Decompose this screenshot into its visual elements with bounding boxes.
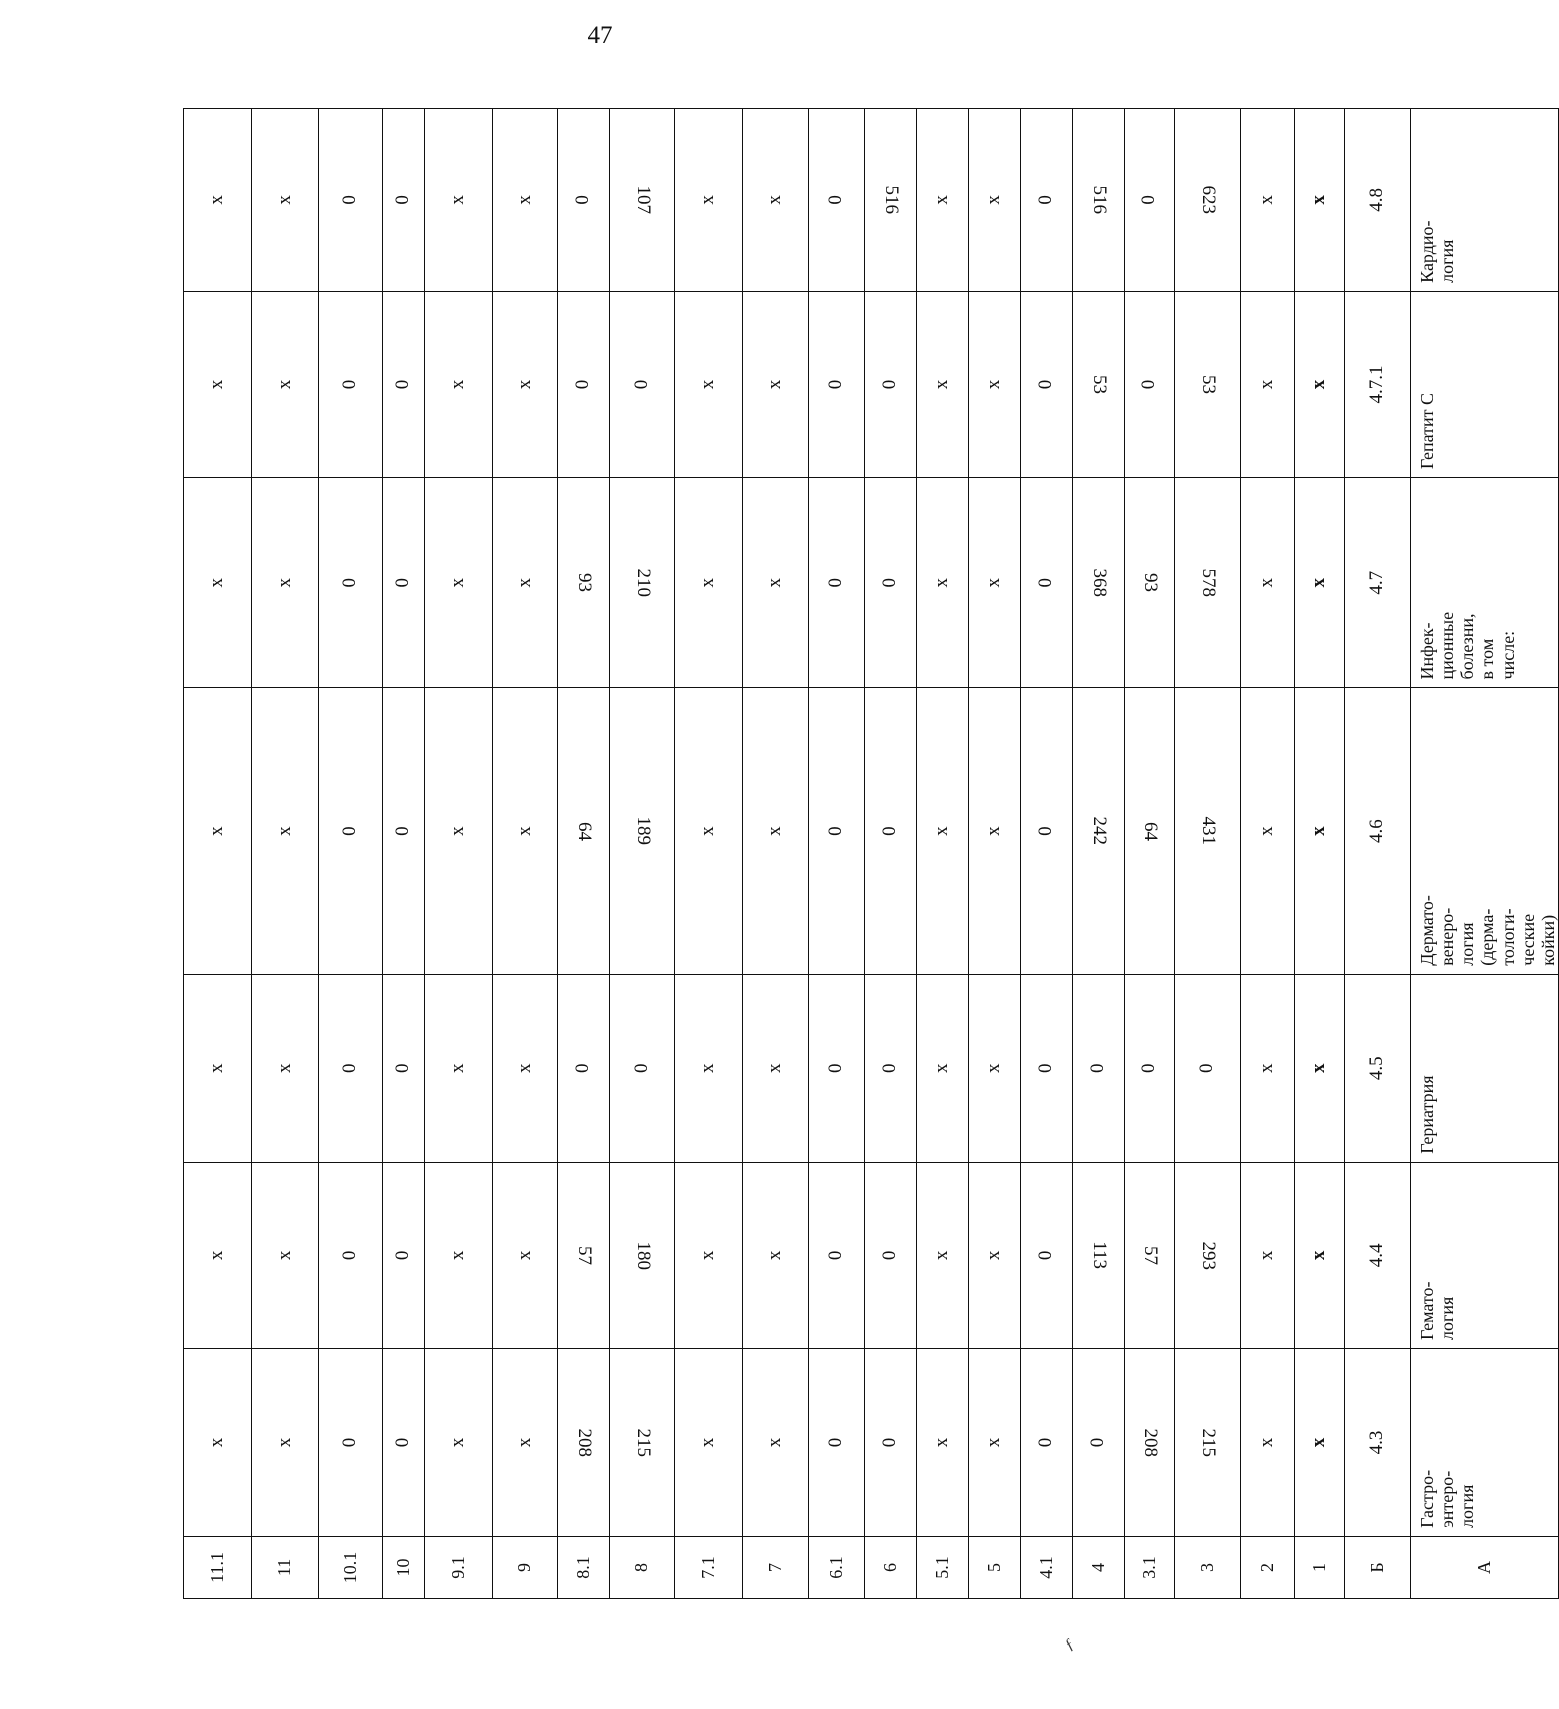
row-name (1411, 478, 1559, 688)
row-code: 4.7 (1345, 478, 1411, 688)
data-cell: х (969, 1348, 1021, 1536)
data-cell (1125, 1162, 1175, 1348)
data-cell: 0 (1021, 291, 1073, 477)
row-name-line: энтеро- (1437, 1470, 1458, 1528)
flipped-value: 210 (632, 568, 654, 598)
data-cell: х (1241, 974, 1295, 1162)
table-row (969, 109, 1021, 1599)
data-cell: 0 (865, 1162, 917, 1348)
data-cell: х (493, 109, 558, 292)
row-name-line: Дермато- (1417, 895, 1437, 966)
data-cell: х (493, 1162, 558, 1348)
table-frame (183, 108, 1558, 1599)
row-code: 4.8 (1345, 109, 1411, 292)
data-cell: х (1295, 291, 1345, 477)
row-name (1411, 1162, 1559, 1348)
flipped-value: 516 (1088, 185, 1110, 215)
data-cell (610, 109, 675, 292)
column-header: 3 (1175, 1536, 1241, 1598)
data-cell (1073, 688, 1125, 974)
flipped-value: 293 (1197, 1241, 1219, 1270)
data-cell: х (969, 109, 1021, 292)
data-cell: х (743, 1162, 809, 1348)
corner-mark: ƒ (1061, 1635, 1078, 1654)
data-cell: х (252, 688, 319, 974)
flipped-value: 578 (1197, 568, 1219, 598)
table-row (917, 109, 969, 1599)
data-cell: х (675, 1162, 743, 1348)
data-cell (610, 688, 675, 974)
data-cell: х (252, 109, 319, 292)
data-cell: 0 (809, 688, 865, 974)
data-cell: х (184, 1348, 252, 1536)
data-cell: х (252, 291, 319, 477)
data-cell: х (425, 478, 493, 688)
row-name-line: логия (1457, 922, 1478, 966)
flipped-value: 208 (1139, 1428, 1161, 1457)
table-row (1345, 109, 1411, 1599)
data-cell: 0 (1021, 974, 1073, 1162)
row-name-line: Инфек- (1417, 622, 1437, 680)
data-cell: 0 (383, 688, 425, 974)
row-name (1411, 109, 1559, 292)
data-cell: 0 (383, 109, 425, 292)
data-cell: 0 (1021, 109, 1073, 292)
data-cell (610, 1162, 675, 1348)
data-cell: 0 (1125, 109, 1175, 292)
column-header: 7.1 (675, 1536, 743, 1598)
data-cell: х (184, 688, 252, 974)
row-name (1411, 291, 1559, 477)
data-cell: х (1295, 478, 1345, 688)
data-cell: х (917, 688, 969, 974)
row-name-line: логия (1437, 1296, 1458, 1340)
row-name-line: Гепатит С (1417, 393, 1437, 470)
data-cell: х (675, 478, 743, 688)
flipped-value: 57 (573, 1245, 595, 1265)
data-cell: х (675, 109, 743, 292)
data-cell (558, 1348, 610, 1536)
data-cell: х (252, 1348, 319, 1536)
table-row (1295, 109, 1345, 1599)
data-cell: 0 (809, 109, 865, 292)
row-name (1411, 974, 1559, 1162)
flipped-value: 93 (1139, 573, 1161, 593)
flipped-value: 53 (1197, 374, 1219, 394)
data-cell: 0 (809, 974, 865, 1162)
data-cell: 0 (610, 291, 675, 477)
column-header: 3.1 (1125, 1536, 1175, 1598)
row-name-line: Кардио- (1417, 220, 1437, 283)
flipped-value: 180 (632, 1241, 654, 1270)
data-cell: х (1295, 688, 1345, 974)
column-header: 4.1 (1021, 1536, 1073, 1598)
table-row (184, 109, 252, 1599)
data-cell: х (743, 291, 809, 477)
column-header: 7 (743, 1536, 809, 1598)
row-name-line: логия (1457, 1484, 1478, 1528)
data-cell: 0 (383, 1162, 425, 1348)
data-cell: х (184, 974, 252, 1162)
data-cell: х (969, 291, 1021, 477)
data-cell (1125, 688, 1175, 974)
row-name-line: Гемато- (1417, 1281, 1437, 1340)
flipped-value: 93 (573, 573, 595, 593)
row-name-line: (дерма- (1477, 908, 1498, 966)
row-name-line: Гериатрия (1417, 1075, 1437, 1154)
data-cell: х (1241, 109, 1295, 292)
data-cell: х (493, 688, 558, 974)
data-cell: 0 (558, 974, 610, 1162)
data-cell: х (252, 478, 319, 688)
column-header: 9.1 (425, 1536, 493, 1598)
flipped-value: 113 (1088, 1241, 1110, 1270)
data-cell: 0 (610, 974, 675, 1162)
row-name (1411, 1348, 1559, 1536)
column-header: 8.1 (558, 1536, 610, 1598)
row-name-line: болезни, (1457, 613, 1478, 680)
data-cell (1175, 109, 1241, 292)
data-cell: х (1241, 1162, 1295, 1348)
data-cell: х (1295, 109, 1345, 292)
data-cell: 0 (865, 291, 917, 477)
table-row (675, 109, 743, 1599)
data-cell: 0 (1175, 974, 1241, 1162)
data-cell: х (917, 291, 969, 477)
data-cell: 0 (1021, 478, 1073, 688)
data-cell: х (675, 1348, 743, 1536)
row-code: 4.4 (1345, 1162, 1411, 1348)
data-cell: 0 (383, 478, 425, 688)
column-header: Б (1345, 1536, 1411, 1598)
data-cell: 0 (319, 1162, 383, 1348)
data-cell: 0 (319, 109, 383, 292)
data-cell: х (184, 109, 252, 292)
data-cell: х (425, 974, 493, 1162)
data-cell (610, 1348, 675, 1536)
data-cell: х (969, 688, 1021, 974)
flipped-value: 368 (1088, 568, 1110, 598)
data-cell (1073, 478, 1125, 688)
data-cell: х (1295, 1162, 1345, 1348)
data-cell: 0 (383, 1348, 425, 1536)
data-cell (1175, 688, 1241, 974)
data-cell: х (917, 1162, 969, 1348)
data-cell: х (1241, 478, 1295, 688)
data-cell: х (969, 1162, 1021, 1348)
data-cell: х (425, 291, 493, 477)
data-cell: 0 (809, 1348, 865, 1536)
data-cell: 0 (558, 291, 610, 477)
page-number: 47 (587, 22, 613, 49)
data-cell: 0 (1021, 688, 1073, 974)
data-cell: х (675, 974, 743, 1162)
table-row (383, 109, 425, 1599)
table-row (493, 109, 558, 1599)
flipped-value: 215 (1197, 1428, 1219, 1457)
table-row (1125, 109, 1175, 1599)
data-cell: х (425, 1348, 493, 1536)
data-cell: х (1241, 291, 1295, 477)
data-cell: 0 (865, 688, 917, 974)
data-cell: 0 (319, 478, 383, 688)
data-cell: х (1295, 1348, 1345, 1536)
data-cell: х (184, 1162, 252, 1348)
data-cell: 0 (1125, 291, 1175, 477)
row-name-line: логия (1437, 239, 1458, 283)
data-cell: х (425, 109, 493, 292)
table-row (1073, 109, 1125, 1599)
data-cell: 0 (1021, 1162, 1073, 1348)
data-cell (1175, 1348, 1241, 1536)
data-cell: 0 (319, 1348, 383, 1536)
data-cell: 0 (1073, 1348, 1125, 1536)
data-cell: х (493, 478, 558, 688)
data-cell: х (493, 291, 558, 477)
row-code: 4.6 (1345, 688, 1411, 974)
table-row (319, 109, 383, 1599)
data-cell: х (184, 291, 252, 477)
table-row (1241, 109, 1295, 1599)
flipped-value: 215 (632, 1428, 654, 1457)
data-cell (1175, 291, 1241, 477)
data-cell: 0 (865, 1348, 917, 1536)
data-cell: х (1241, 1348, 1295, 1536)
column-header: 6 (865, 1536, 917, 1598)
bed-fund-table (183, 108, 1559, 1599)
table-row (1175, 109, 1241, 1599)
data-cell: х (1295, 974, 1345, 1162)
table-row (1411, 109, 1559, 1599)
row-name-line: числе: (1497, 630, 1518, 680)
row-name-line: ческие (1517, 913, 1538, 966)
data-cell (610, 478, 675, 688)
data-cell: 0 (809, 478, 865, 688)
flipped-value: 53 (1088, 374, 1110, 394)
flipped-value: 57 (1139, 1245, 1161, 1265)
row-code: 4.3 (1345, 1348, 1411, 1536)
data-cell: х (493, 1348, 558, 1536)
row-code: 4.5 (1345, 974, 1411, 1162)
data-cell: 0 (319, 974, 383, 1162)
data-cell: х (252, 974, 319, 1162)
data-cell (558, 1162, 610, 1348)
data-cell: х (184, 478, 252, 688)
data-cell: х (969, 478, 1021, 688)
data-cell: х (1241, 688, 1295, 974)
data-cell: х (917, 974, 969, 1162)
data-cell (558, 478, 610, 688)
data-cell (558, 688, 610, 974)
table-row (809, 109, 865, 1599)
flipped-value: 189 (632, 816, 654, 846)
data-cell: х (743, 688, 809, 974)
data-cell: 0 (1073, 974, 1125, 1162)
table-row (610, 109, 675, 1599)
data-cell (1175, 478, 1241, 688)
data-cell: 0 (865, 974, 917, 1162)
data-cell: 0 (809, 1162, 865, 1348)
data-cell (1125, 478, 1175, 688)
column-header: 10.1 (319, 1536, 383, 1598)
row-name (1411, 688, 1559, 974)
data-cell: х (743, 974, 809, 1162)
flipped-value: 516 (880, 185, 902, 215)
data-cell: х (252, 1162, 319, 1348)
row-name-line: тологи- (1497, 908, 1518, 966)
data-cell (865, 109, 917, 292)
data-cell: х (425, 1162, 493, 1348)
data-cell (1073, 109, 1125, 292)
data-cell: х (969, 974, 1021, 1162)
row-name-line: в том (1477, 638, 1498, 680)
data-cell: 0 (809, 291, 865, 477)
column-header: 4 (1073, 1536, 1125, 1598)
data-cell: х (743, 478, 809, 688)
data-cell: 0 (383, 974, 425, 1162)
column-header: 5 (969, 1536, 1021, 1598)
column-header: 5.1 (917, 1536, 969, 1598)
data-cell (1125, 1348, 1175, 1536)
column-header: 11.1 (184, 1536, 252, 1598)
column-header: 6.1 (809, 1536, 865, 1598)
table-row (558, 109, 610, 1599)
rotated-table (183, 108, 1558, 1599)
data-cell: 0 (558, 109, 610, 292)
flipped-value: 242 (1088, 816, 1110, 846)
data-cell: х (917, 478, 969, 688)
data-cell: х (493, 974, 558, 1162)
table-row (425, 109, 493, 1599)
column-header: А (1411, 1536, 1559, 1598)
table-row (743, 109, 809, 1599)
flipped-value: 107 (632, 185, 654, 215)
flipped-value: 64 (1139, 821, 1161, 841)
row-name-line: Гастро- (1417, 1469, 1437, 1528)
data-cell (1073, 291, 1125, 477)
table-row (252, 109, 319, 1599)
row-name-line: ционные (1437, 611, 1458, 680)
data-cell: х (675, 688, 743, 974)
column-header: 8 (610, 1536, 675, 1598)
data-cell: 0 (1021, 1348, 1073, 1536)
flipped-value: 431 (1197, 816, 1219, 846)
column-header: 1 (1295, 1536, 1345, 1598)
row-code: 4.7.1 (1345, 291, 1411, 477)
data-cell: 0 (865, 478, 917, 688)
data-cell: х (917, 109, 969, 292)
column-header: 11 (252, 1536, 319, 1598)
data-cell: 0 (319, 291, 383, 477)
data-cell: 0 (1125, 974, 1175, 1162)
flipped-value: 208 (573, 1428, 595, 1457)
data-cell (1073, 1162, 1125, 1348)
table-row (1021, 109, 1073, 1599)
data-cell: х (743, 1348, 809, 1536)
data-cell: х (675, 291, 743, 477)
column-header: 9 (493, 1536, 558, 1598)
flipped-value: 64 (573, 821, 595, 841)
row-name-line: койки) (1537, 914, 1558, 966)
data-cell: 0 (319, 688, 383, 974)
flipped-value: 623 (1197, 185, 1219, 215)
column-header: 10 (383, 1536, 425, 1598)
row-name-line: венеро- (1437, 907, 1458, 966)
data-cell: х (425, 688, 493, 974)
data-cell: х (743, 109, 809, 292)
table-row (865, 109, 917, 1599)
data-cell: х (917, 1348, 969, 1536)
data-cell: 0 (383, 291, 425, 477)
data-cell (1175, 1162, 1241, 1348)
column-header: 2 (1241, 1536, 1295, 1598)
